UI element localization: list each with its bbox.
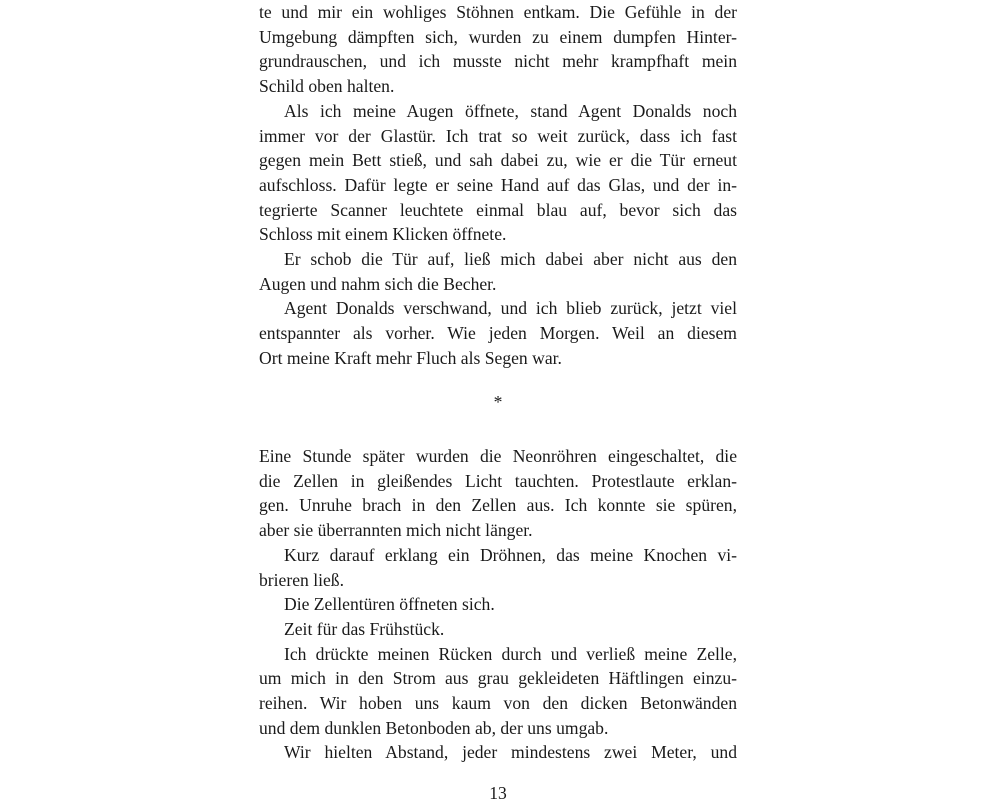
text-line: gegen mein Bett stieß, und sah dabei zu, wie er die Tür erneut [259,150,737,171]
text-line: Zeit für das Frühstück. [284,618,445,639]
text-line: um mich in den Strom aus grau gekleideten Häftlingen einzu- [259,668,737,689]
text-line: tegrierte Scanner leuchtete einmal blau auf, bevor sich das [259,199,737,220]
text-line: entspannter als vorher. Wie jeden Morgen. Weil an diesem [259,323,737,344]
text-line: Eine Stunde später wurden die Neonröhren eingeschaltet, die [259,446,737,466]
text-line: Agent Donalds verschwand, und ich blieb zurück, jetzt viel [284,298,737,319]
text-line: grundrauschen, und ich musste nicht mehr krampfhaft mein [259,51,737,72]
text-line: brieren ließ. [259,569,344,590]
text-line: die Zellen in gleißendes Licht tauchten. Protestlaute erklan- [259,470,737,491]
book-page [259,0,737,803]
scene-break: * [493,392,503,412]
text-line: reihen. Wir hoben uns kaum von den dicken Betonwänden [259,693,737,713]
page-number: 13 [489,783,507,803]
text-line: Ort meine Kraft mehr Fluch als Segen war. [259,347,562,368]
text-line: Die Zellentüren öffneten sich. [284,594,495,615]
text-line: Ich drückte meinen Rücken durch und verließ meine Zelle, [284,643,737,664]
text-line: Umgebung dämpften sich, wurden zu einem dumpfen Hinter- [259,26,737,47]
text-line: und dem dunklen Betonboden ab, der uns umgab. [259,717,609,738]
text-line: immer vor der Glastür. Ich trat so weit zurück, dass ich fast [259,125,737,146]
text-line: Kurz darauf erklang ein Dröhnen, das meine Knochen vi- [284,544,737,565]
text-line: Als ich meine Augen öffnete, stand Agent Donalds noch [284,100,737,121]
text-line: aufschloss. Dafür legte er seine Hand auf das Glas, und der in- [259,174,737,195]
text-line: te und mir ein wohliges Stöhnen entkam. Die Gefühle in der [259,2,737,22]
text-line: Wir hielten Abstand, jeder mindestens zwei Meter, und [284,742,737,763]
text-line: Schloss mit einem Klicken öffnete. [259,224,507,245]
text-line: Augen und nahm sich die Becher. [259,273,497,294]
text-line: aber sie überrannten mich nicht länger. [259,520,533,541]
text-line: gen. Unruhe brach in den Zellen aus. Ich konnte sie spüren, [259,495,737,516]
text-line: Schild oben halten. [259,76,395,97]
text-line: Er schob die Tür auf, ließ mich dabei aber nicht aus den [284,249,737,269]
